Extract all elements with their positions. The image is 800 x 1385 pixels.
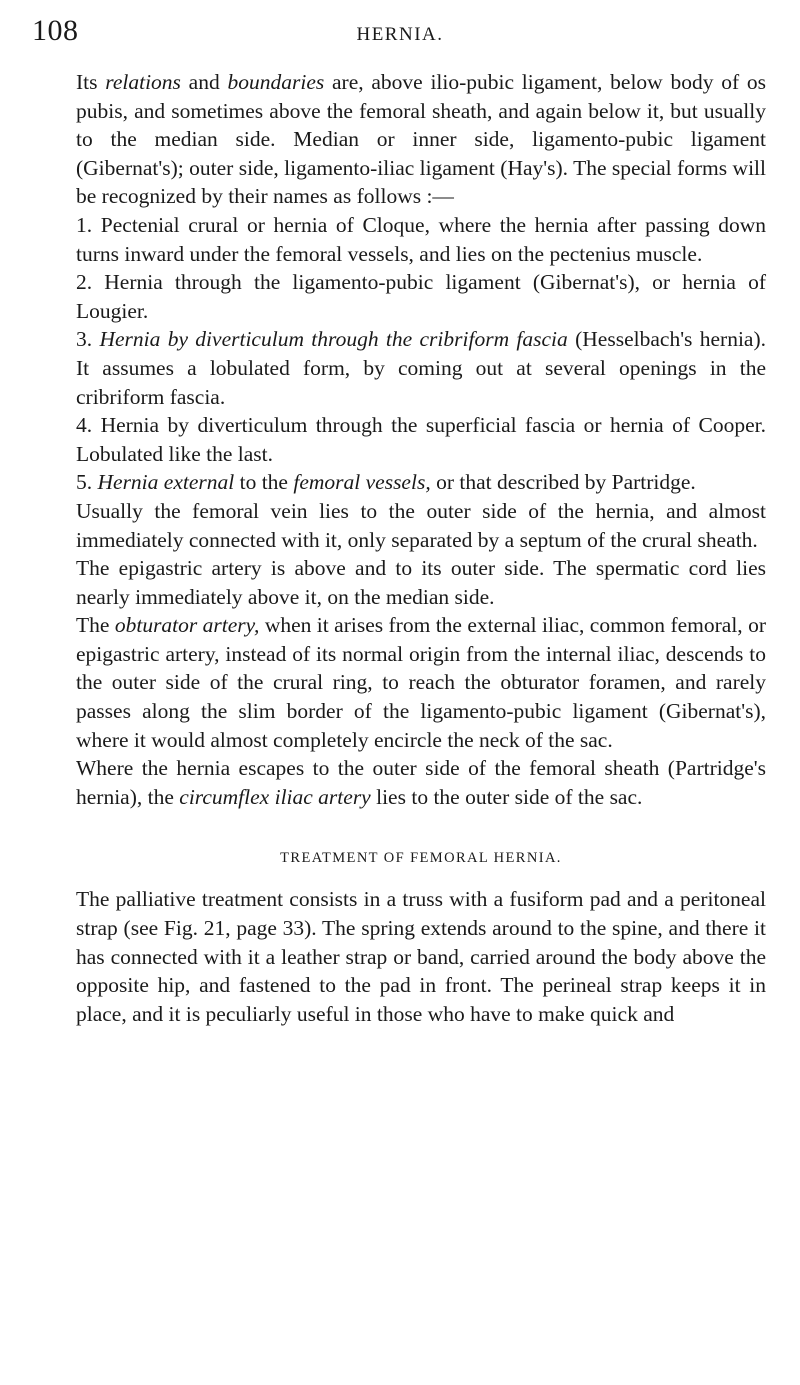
text-segment: or that described by Partridge. (430, 470, 696, 495)
text-segment: 4. Hernia by diverticulum through the superficial fascia or hernia of Cooper. Lobulated like the last. (76, 413, 766, 466)
italic-text: obturator artery, (114, 613, 260, 638)
text-segment: to the (234, 470, 294, 495)
text-segment: 1. Pectenial crural or hernia of Cloque, where the hernia after passing down turns inward under the femoral vessels, and lies on the pectenius muscle. (76, 212, 766, 266)
section-paragraphs (76, 885, 766, 1028)
main-paragraphs (76, 68, 766, 811)
text-segment: and (180, 70, 228, 94)
italic-text: relations (105, 70, 181, 94)
text-segment: The epigastric artery is above and to its outer side. The spermatic cord lies nearly immediately above it, on the median side. (76, 556, 766, 609)
italic-text: femoral vessels, (293, 470, 431, 495)
text-segment: lies to the outer side of the sac. (370, 784, 643, 809)
running-head (32, 14, 768, 50)
text-segment: are, above ilio-pubic ligament, below body of os pubis, and sometimes above the femoral sheath, and again below it, but usually to the median side. Median or inner side, ligamento-pubic ligament (Gibernat's); outer side, ligamento-iliac ligament (Hay's). The special forms will be recognized by their names as follows :— (76, 70, 767, 209)
text-segment: Usually the femoral vein lies to the outer side of the hernia, and almost immediately connected with it, only separated by a septum of the crural sheath. (76, 498, 766, 552)
section-heading: TREATMENT OF FEMORAL HERNIA. (280, 850, 562, 867)
running-title: HERNIA. (356, 24, 444, 45)
paragraph (76, 468, 766, 497)
italic-text: boundaries (227, 70, 325, 94)
paragraph (76, 497, 766, 554)
paragraph (76, 68, 766, 211)
page-number: 108 (32, 14, 79, 47)
paragraph (76, 325, 766, 411)
italic-text: Hernia external (97, 470, 235, 495)
paragraph (76, 211, 766, 268)
paragraph (76, 885, 766, 1028)
text-segment: Where the hernia escapes to the outer side of the femoral sheath (Partridge's hernia), the (76, 756, 766, 809)
text-segment: 2. Hernia through the ligamento-pubic ligament (Gibernat's), or hernia of Lougier. (76, 270, 766, 323)
paragraph (76, 611, 766, 754)
text-segment: (Hesselbach's hernia). It assumes a lobulated form, by coming out at several openings in the cribriform fascia. (76, 327, 767, 409)
text-segment: 5. (76, 470, 98, 495)
text-segment: The (76, 613, 115, 638)
italic-text: Hernia by diverticulum through the cribriform fascia (99, 327, 568, 352)
body-text (76, 68, 766, 1028)
paragraph (76, 754, 766, 811)
paragraph (76, 411, 766, 468)
text-segment: Its (76, 70, 106, 94)
italic-text: circumflex iliac artery (179, 784, 371, 809)
paragraph (76, 554, 766, 611)
text-segment: 3. (76, 327, 100, 352)
text-segment: when it arises from the external iliac, common femoral, or epigastric artery, instead of its normal origin from the internal iliac, descends to the outer side of the crural ring, to reach the obturator foramen, and rarely passes along the slim border of the ligamento-pubic ligament (Gibernat's), where it would almost completely encircle the neck of the sac. (76, 613, 766, 752)
paragraph (76, 268, 766, 325)
text-segment: The palliative treatment consists in a truss with a fusiform pad and a peritoneal strap (see Fig. 21, page 33). The spring extends around to the spine, and there it has connected with it a leather strap or band, carried around the body above the opposite hip, and fastened to the pad in front. The perineal strap keeps it in place, and it is peculiarly useful in those who have to make quick and (76, 887, 766, 1026)
